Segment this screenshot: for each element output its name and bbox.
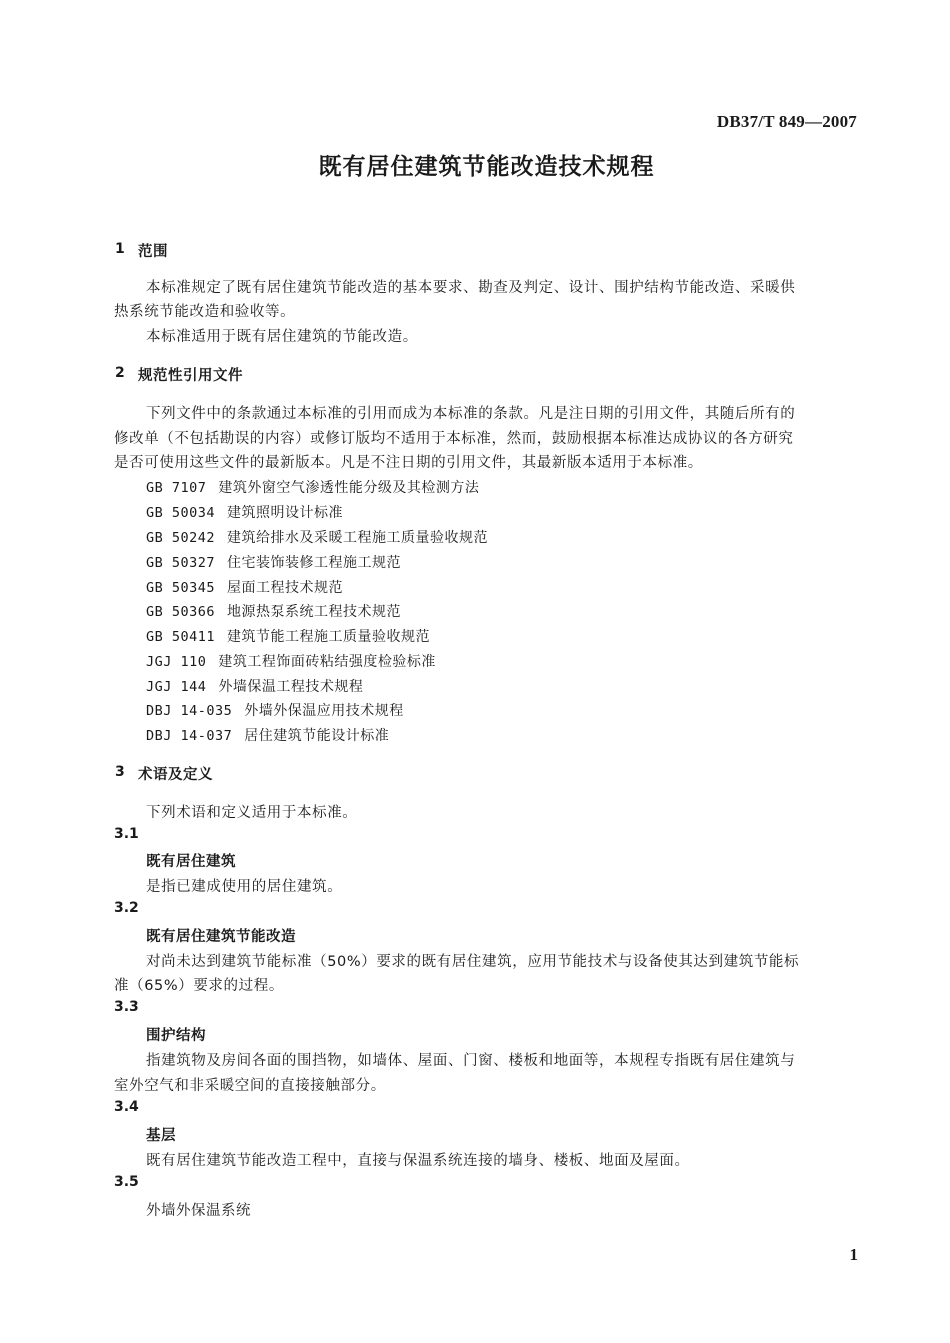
reference-item: [146, 651, 436, 671]
reference-code: GB 50327: [146, 555, 216, 571]
reference-title: 建筑照明设计标准: [227, 505, 344, 521]
reference-item: [146, 502, 343, 522]
reference-code: GB 50345: [146, 580, 216, 596]
reference-code: GB 7107: [146, 480, 207, 496]
section-2-para-line1: 下列文件中的条款通过本标准的引用而成为本标准的条款。凡是注日期的引用文件，其随后所有的: [146, 406, 796, 422]
term-name: 围护结构: [146, 1028, 206, 1044]
reference-code: GB 50034: [146, 505, 216, 521]
reference-title: 居住建筑节能设计标准: [244, 728, 390, 744]
term-definition-line1: 对尚未达到建筑节能标准（50%）要求的既有居住建筑，应用节能技术与设备使其达到建筑节能标: [146, 954, 800, 970]
section-1-title: 范围: [138, 244, 168, 260]
section-2-para-line3: 是否可使用这些文件的最新版本。凡是不注日期的引用文件，其最新版本适用于本标准。: [114, 455, 703, 471]
reference-item: [146, 700, 404, 720]
reference-item: [146, 676, 363, 696]
term-name: 既有居住建筑节能改造: [146, 929, 296, 945]
reference-title: 建筑节能工程施工质量验收规范: [227, 629, 431, 645]
reference-code: JGJ 144: [146, 679, 207, 695]
document-title: 既有居住建筑节能改造技术规程: [318, 154, 655, 180]
section-1-para1-line1: 本标准规定了既有居住建筑节能改造的基本要求、勘查及判定、设计、围护结构节能改造、采暖供: [146, 280, 796, 296]
reference-title: 住宅装饰装修工程施工规范: [227, 555, 402, 571]
reference-title: 建筑给排水及采暖工程施工质量验收规范: [227, 530, 489, 546]
section-1-para2: 本标准适用于既有居住建筑的节能改造。: [146, 329, 418, 345]
term-number: 3.4: [114, 1099, 139, 1115]
reference-code: GB 50411: [146, 629, 216, 645]
reference-code: DBJ 14-037: [146, 728, 233, 744]
reference-title: 建筑工程饰面砖粘结强度检验标准: [218, 654, 436, 670]
reference-code: JGJ 110: [146, 654, 207, 670]
term-definition-line2: 室外空气和非采暖空间的直接接触部分。: [114, 1078, 386, 1094]
term-number: 3.1: [114, 826, 139, 842]
term-number: 3.2: [114, 900, 139, 916]
reference-code: GB 50366: [146, 604, 216, 620]
reference-item: [146, 477, 479, 497]
reference-item: [146, 626, 430, 646]
section-3-number: 3: [115, 764, 125, 780]
section-1-number: 1: [115, 241, 125, 257]
section-2-number: 2: [115, 365, 125, 381]
reference-title: 外墙保温工程技术规程: [218, 679, 364, 695]
reference-item: [146, 577, 343, 597]
term-number: 3.3: [114, 999, 139, 1015]
section-3-intro: 下列术语和定义适用于本标准。: [146, 805, 358, 821]
reference-item: [146, 552, 401, 572]
reference-code: DBJ 14-035: [146, 703, 233, 719]
reference-title: 外墙外保温应用技术规程: [244, 703, 404, 719]
term-definition-line1: 既有居住建筑节能改造工程中，直接与保温系统连接的墙身、楼板、地面及屋面。: [146, 1153, 690, 1169]
reference-title: 建筑外窗空气渗透性能分级及其检测方法: [218, 480, 480, 496]
section-3-title: 术语及定义: [138, 767, 213, 783]
term-number: 3.5: [114, 1174, 139, 1190]
section-1-para1-line2: 热系统节能改造和验收等。: [114, 304, 296, 320]
reference-item: [146, 725, 389, 745]
term-definition-line2: 准（65%）要求的过程。: [114, 978, 284, 994]
term-name: 基层: [146, 1128, 176, 1144]
reference-item: [146, 601, 401, 621]
reference-title: 地源热泵系统工程技术规范: [227, 604, 402, 620]
term-name: 外墙外保温系统: [146, 1203, 251, 1219]
reference-item: [146, 527, 488, 547]
term-definition-line1: 是指已建成使用的居住建筑。: [146, 879, 343, 895]
section-2-para-line2: 修改单（不包括勘误的内容）或修订版均不适用于本标准，然而，鼓励根据本标准达成协议的各方研究: [114, 431, 794, 447]
term-definition-line1: 指建筑物及房间各面的围挡物，如墙体、屋面、门窗、楼板和地面等，本规程专指既有居住建筑与: [146, 1053, 796, 1069]
section-2-title: 规范性引用文件: [138, 368, 243, 384]
term-name: 既有居住建筑: [146, 854, 236, 870]
page-number: 1: [849, 1245, 858, 1264]
reference-title: 屋面工程技术规范: [227, 580, 344, 596]
standard-code: DB37/T 849—2007: [716, 112, 857, 131]
reference-code: GB 50242: [146, 530, 216, 546]
